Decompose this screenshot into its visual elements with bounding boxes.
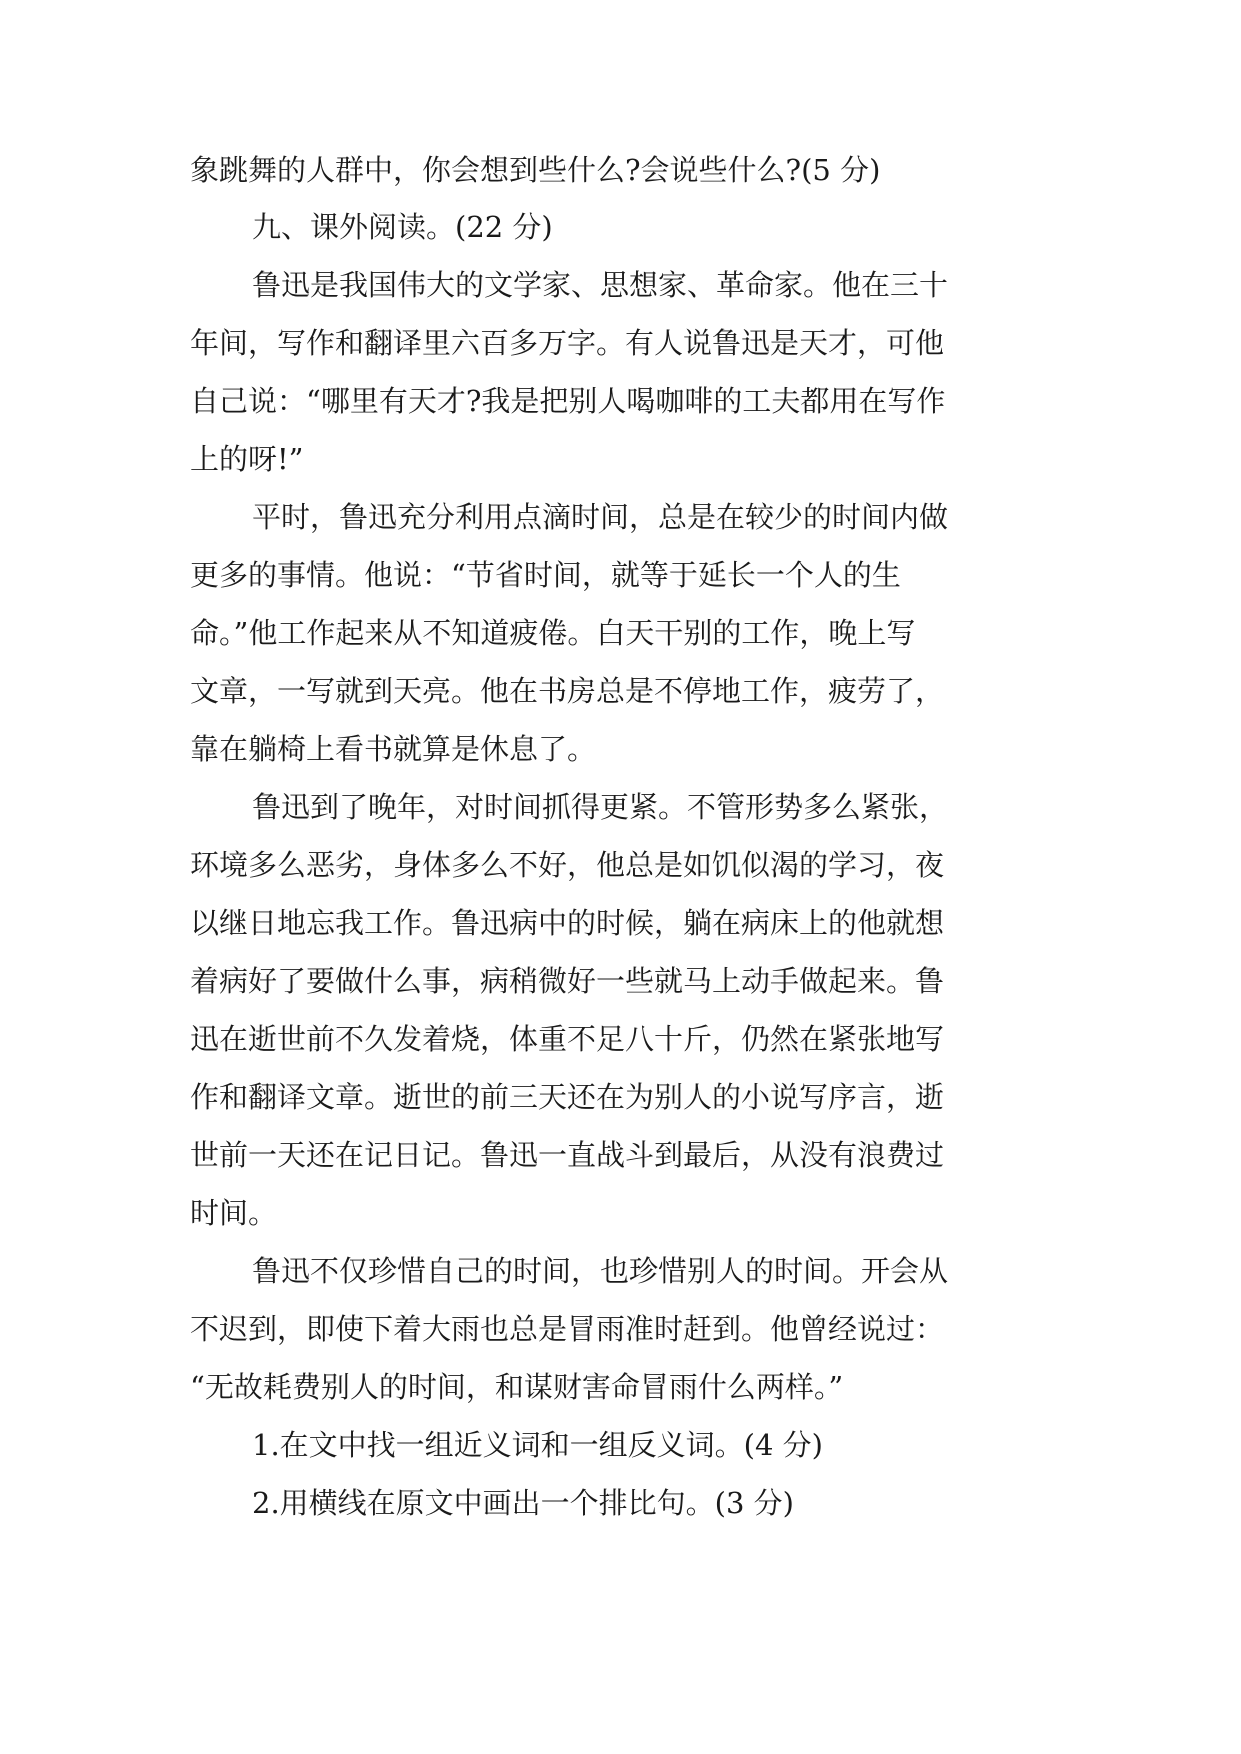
paragraph-2-line-2: 更多的事情。他说：“节省时间，就等于延长一个人的生 xyxy=(190,558,901,592)
paragraph-3-line-5: 迅在逝世前不久发着烧，体重不足八十斤，仍然在紧张地写 xyxy=(190,1022,945,1056)
paragraph-4-line-1: 鲁迅不仅珍惜自己的时间，也珍惜别人的时间。开会从 xyxy=(252,1254,949,1288)
paragraph-3-line-8: 时间。 xyxy=(190,1196,278,1230)
paragraph-3-line-1: 鲁迅到了晚年，对时间抓得更紧。不管形势多么紧张， xyxy=(252,790,949,824)
paragraph-3-line-4: 着病好了要做什么事，病稍微好一些就马上动手做起来。鲁 xyxy=(190,964,945,998)
paragraph-1-line-3: 自己说：“哪里有天才?我是把别人喝咖啡的工夫都用在写作 xyxy=(190,384,946,418)
paragraph-1-line-4: 上的呀!” xyxy=(190,442,304,476)
paragraph-2-line-3: 命。”他工作起来从不知道疲倦。白天干别的工作，晚上写 xyxy=(190,616,916,650)
paragraph-3-line-7: 世前一天还在记日记。鲁迅一直战斗到最后，从没有浪费过 xyxy=(190,1138,945,1172)
paragraph-3-line-2: 环境多么恶劣，身体多么不好，他总是如饥似渴的学习，夜 xyxy=(190,848,945,882)
paragraph-2-line-4: 文章，一写就到天亮。他在书房总是不停地工作，疲劳了， xyxy=(190,674,945,708)
question-1: 1.在文中找一组近义词和一组反义词。(4 分) xyxy=(252,1428,823,1462)
section-heading-extracurricular-reading: 九、课外阅读。(22 分) xyxy=(252,210,553,244)
question-2: 2.用横线在原文中画出一个排比句。(3 分) xyxy=(252,1486,794,1520)
paragraph-1-line-2: 年间，写作和翻译里六百多万字。有人说鲁迅是天才，可他 xyxy=(190,326,945,360)
paragraph-3-line-6: 作和翻译文章。逝世的前三天还在为别人的小说写序言，逝 xyxy=(190,1080,945,1114)
paragraph-1-line-1: 鲁迅是我国伟大的文学家、思想家、革命家。他在三十 xyxy=(252,268,949,302)
paragraph-3-line-3: 以继日地忘我工作。鲁迅病中的时候，躺在病床上的他就想 xyxy=(190,906,945,940)
text-line-prior-question-end: 象跳舞的人群中，你会想到些什么?会说些什么?(5 分) xyxy=(190,153,881,187)
paragraph-2-line-1: 平时，鲁迅充分利用点滴时间，总是在较少的时间内做 xyxy=(252,500,949,534)
paragraph-4-line-3: “无故耗费别人的时间，和谋财害命冒雨什么两样。” xyxy=(190,1370,844,1404)
paragraph-2-line-5: 靠在躺椅上看书就算是休息了。 xyxy=(190,732,597,766)
paragraph-4-line-2: 不迟到，即使下着大雨也总是冒雨准时赶到。他曾经说过： xyxy=(190,1312,945,1346)
